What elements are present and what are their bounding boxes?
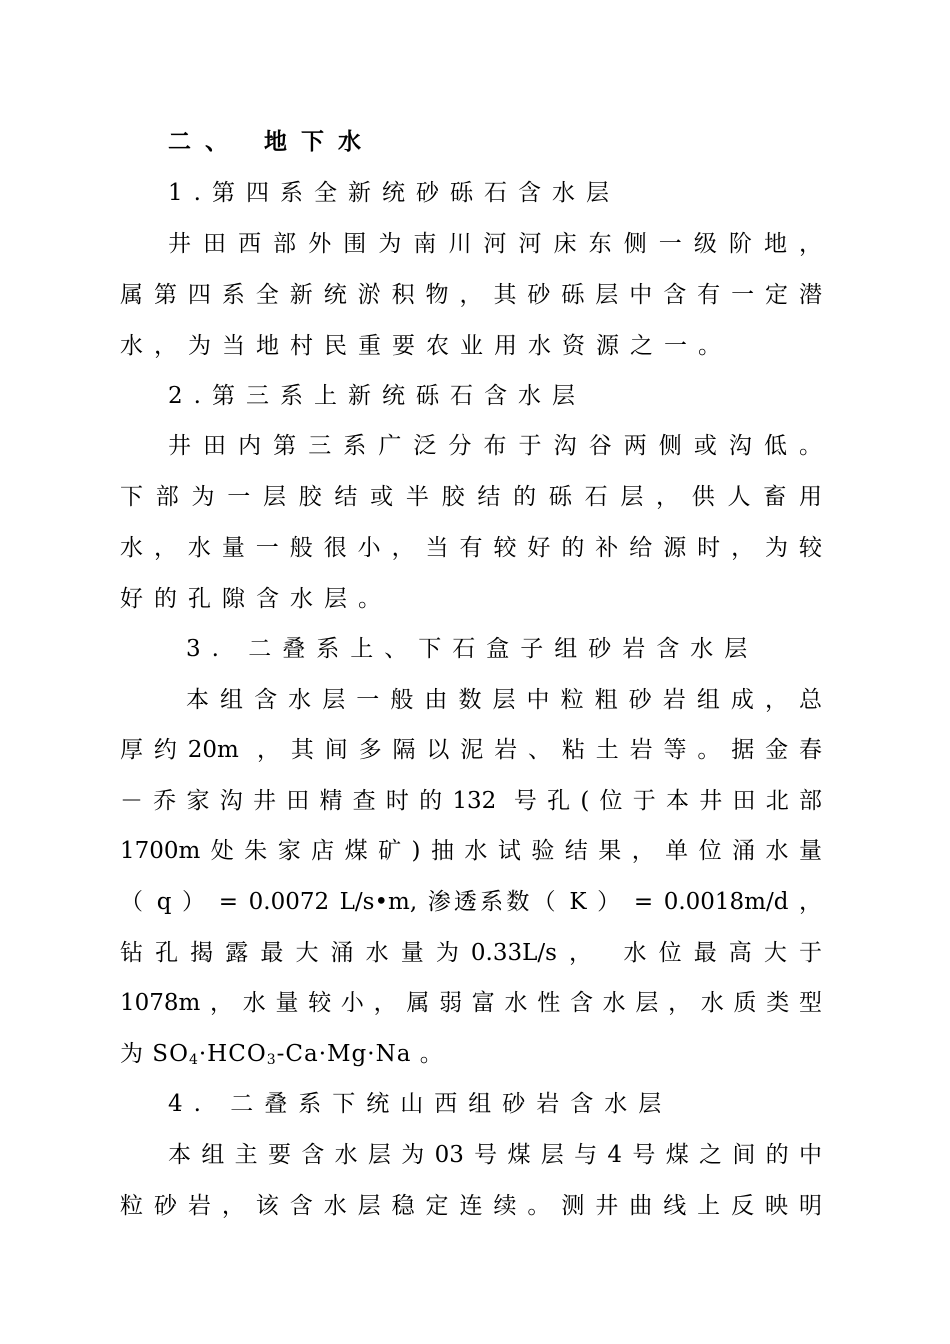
paragraph-line: 好的孔隙含水层。	[120, 586, 392, 612]
paragraph-line: 粒砂岩，该含水层稳定连续。测井曲线上反映明	[120, 1193, 822, 1219]
subsection-title-4: 4. 二叠系下统山西组砂岩含水层	[168, 1091, 673, 1117]
paragraph-line: 1078m，水量较小，属弱富水性含水层，水质类型	[120, 990, 822, 1016]
paragraph-line: 水，水量一般很小，当有较好的补给源时，为较	[120, 535, 822, 561]
paragraph-line: －乔家沟井田精查时的132 号孔(位于本井田北部	[120, 788, 822, 814]
paragraph-line: 厚约20m ，其间多隔以泥岩、粘土岩等。据金春	[120, 737, 822, 763]
paragraph-line: 钻孔揭露最大涌水量为0.33L/s， 水位最高大于	[120, 940, 822, 966]
paragraph-line: 属第四系全新统淤积物，其砂砾层中含有一定潜	[120, 282, 822, 308]
paragraph-line: 井田西部外围为南川河河床东侧一级阶地，	[168, 231, 822, 257]
paragraph-line: 井田内第三系广泛分布于沟谷两侧或沟低。	[168, 433, 822, 459]
paragraph-line: 本组含水层一般由数层中粒粗砂岩组成，总	[186, 687, 822, 713]
subsection-title-3: 3. 二叠系上、下石盒子组砂岩含水层	[186, 636, 759, 662]
paragraph-line: 1700m处朱家店煤矿)抽水试验结果，单位涌水量	[120, 838, 822, 864]
formula-line: 为 $SO_4\cdot HCO_3-Ca\cdot Mg\cdot Na$ 。	[120, 1041, 444, 1068]
paragraph-line: （ q ） = 0.0072 L/s•m, 渗透系数（ K ） = 0.0018m/d ，	[120, 889, 822, 915]
paragraph-line: 下部为一层胶结或半胶结的砾石层，供人畜用	[120, 484, 822, 510]
subsection-title-1: 1.第四系全新统砂砾石含水层	[168, 180, 620, 206]
subsection-title-2: 2.第三系上新统砾石含水层	[168, 383, 586, 409]
paragraph-line: 水，为当地村民重要农业用水资源之一。	[120, 333, 732, 359]
section-title: 二、 地下水	[168, 128, 376, 155]
paragraph-line: 本组主要含水层为03号煤层与4号煤之间的中	[168, 1142, 822, 1168]
